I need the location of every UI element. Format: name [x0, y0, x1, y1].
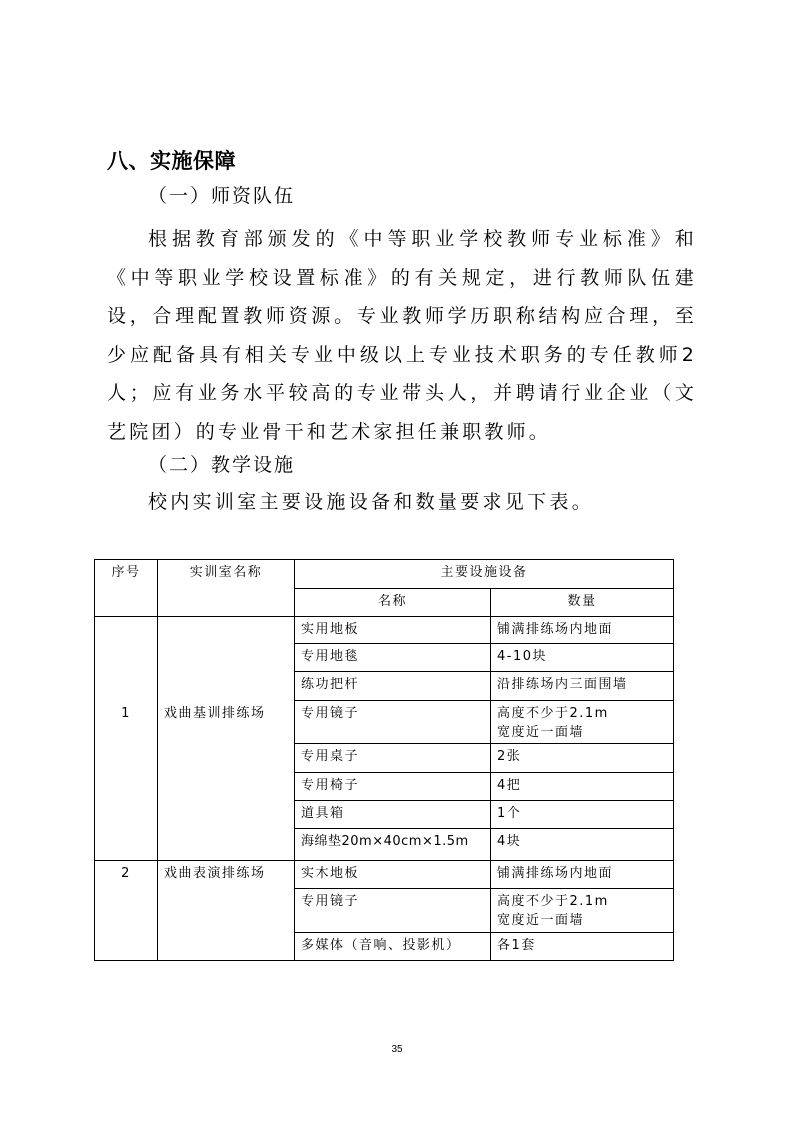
- quantity-line: 高度不少于2.1m: [497, 894, 609, 909]
- header-room: 实训室名称: [158, 560, 295, 617]
- equipment-quantity: 各1套: [491, 933, 674, 961]
- table-row: [95, 617, 674, 644]
- quantity-line: 宽度近一面墙: [497, 913, 585, 928]
- equipment-quantity: 沿排练场内三面围墙: [491, 672, 674, 701]
- equipment-quantity: [491, 889, 674, 933]
- room-name: 戏曲表演排练场: [158, 861, 295, 961]
- header-name: 名称: [295, 589, 491, 617]
- header-index: 序号: [95, 560, 158, 617]
- header-equipment: 主要设施设备: [295, 560, 674, 589]
- quantity-line: 宽度近一面墙: [497, 725, 585, 740]
- facilities-table: [94, 559, 674, 961]
- equipment-quantity: 4-10块: [491, 644, 674, 672]
- equipment-name: 道具箱: [295, 801, 491, 829]
- equipment-quantity: 4块: [491, 829, 674, 861]
- header-quantity: 数量: [491, 589, 674, 617]
- equipment-quantity: 铺满排练场内地面: [491, 617, 674, 644]
- room-index: 1: [95, 617, 158, 861]
- equipment-quantity: 2张: [491, 744, 674, 773]
- equipment-name: 专用桌子: [295, 744, 491, 773]
- equipment-name: 海绵垫20m×40cm×1.5m: [295, 829, 491, 861]
- equipment-name: 练功把杆: [295, 672, 491, 701]
- equipment-name: 多媒体（音响、投影机）: [295, 933, 491, 961]
- quantity-line: 高度不少于2.1m: [497, 706, 609, 721]
- paragraph-facilities-intro: 校内实训室主要设施设备和数量要求见下表。: [148, 491, 595, 513]
- equipment-name: 专用椅子: [295, 773, 491, 801]
- equipment-name: 实用地板: [295, 617, 491, 644]
- equipment-quantity: [491, 701, 674, 744]
- equipment-quantity: 1个: [491, 801, 674, 829]
- equipment-name: 实木地板: [295, 861, 491, 889]
- page-number: 35: [391, 1044, 403, 1055]
- equipment-name: 专用镜子: [295, 701, 491, 744]
- table-header-row: [95, 560, 674, 589]
- equipment-name: 专用地毯: [295, 644, 491, 672]
- section-title: 八、实施保障: [107, 149, 236, 173]
- table-row: [95, 861, 674, 889]
- room-name: 戏曲基训排练场: [158, 617, 295, 861]
- subsection-title-faculty: （一）师资队伍: [148, 185, 296, 207]
- equipment-name: 专用镜子: [295, 889, 491, 933]
- subsection-title-facilities: （二）教学设施: [148, 454, 296, 476]
- paragraph-faculty: 根据教育部颁发的《中等职业学校教师专业标准》和《中等职业学校设置标准》的有关规定，进行教师队伍建设，合理配置教师资源。专业教师学历职称结构应合理，至少应配备具有相关专业中级以上专业技术职务的专任教师2人；应有业务水平较高的专业带头人，并聘请行业企业（文艺院团）的专业骨干和艺术家担任兼职教师。: [107, 228, 697, 443]
- room-index: 2: [95, 861, 158, 961]
- equipment-quantity: 铺满排练场内地面: [491, 861, 674, 889]
- equipment-quantity: 4把: [491, 773, 674, 801]
